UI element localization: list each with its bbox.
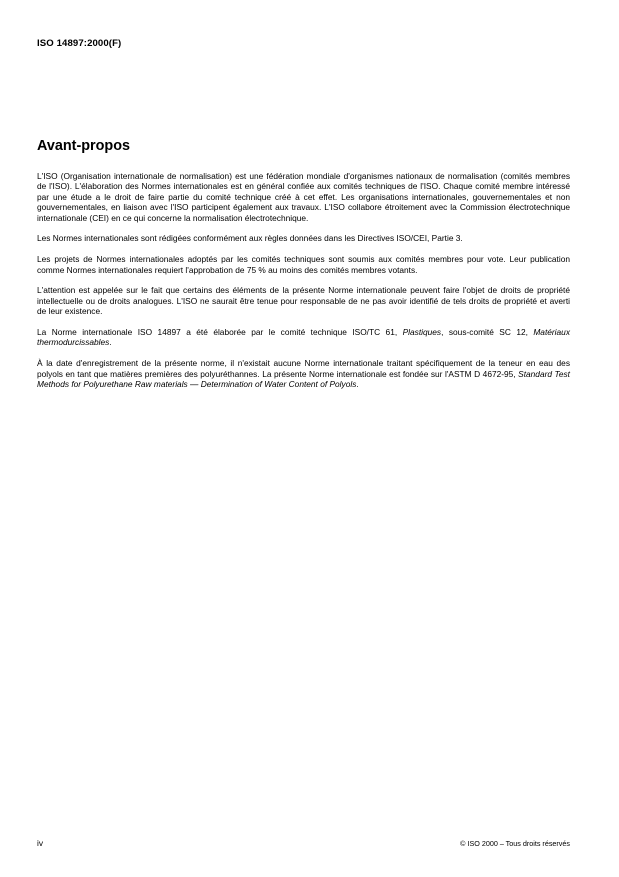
paragraph-3: Les projets de Normes internationales adoptés par les comités techniques sont soumis aux comités membres pour vote. Leur publication comme Normes internationales requiert l'approbation de 75 % au moins des comités membres votants. <box>37 254 570 275</box>
paragraph-5-text-a: La Norme internationale ISO 14897 a été élaborée par le comité technique ISO/TC 61, <box>37 327 403 338</box>
paragraph-1: L'ISO (Organisation internationale de normalisation) est une fédération mondiale d'organismes nationaux de normalisation (comités membres de l'ISO). L'élaboration des Normes internationales est en général confiée aux comités techniques de l'ISO. Chaque comité membre intéressé par une étude a le droit de faire partie du comité technique créé à cet effet. Les organisations internationales, gouvernementales et non gouvernementales, en liaison avec l'ISO participent également aux travaux. L'ISO collabore étroitement avec la Commission électrotechnique internationale (CEI) en ce qui concerne la normalisation électrotechnique. <box>37 171 570 223</box>
section-title: Avant-propos <box>37 138 131 154</box>
paragraph-5 <box>37 327 570 348</box>
paragraph-5-italic-plastiques: Plastiques <box>402 327 442 338</box>
paragraph-5-italic-materiaux: Matériaux thermodurcissables <box>37 327 570 348</box>
paragraph-6-text-a: À la date d'enregistrement de la présente norme, il n'existait aucune Norme internationale traitant spécifiquement de la teneur en eau des polyols en tant que matières premières des polyuréthannes. La présente Norme internationale est fondée sur l'ASTM D 4672-95, <box>37 358 570 379</box>
foreword-body <box>37 171 570 389</box>
page-number: iv <box>37 838 44 848</box>
paragraph-4: L'attention est appelée sur le fait que certains des éléments de la présente Norme internationale peuvent faire l'objet de droits de propriété intellectuelle ou de droits analogues. L'ISO ne saurait être tenue pour responsable de ne pas avoir identifié de tels droits de propriété et averti de leur existence. <box>37 285 570 317</box>
paragraph-2: Les Normes internationales sont rédigées conformément aux règles données dans les Directives ISO/CEI, Partie 3. <box>37 233 463 244</box>
paragraph-6-italic-astm-title: Standard Test Methods for Polyurethane Raw materials — Determination of Water Content of Polyols <box>37 368 570 390</box>
paragraph-5-text-c: . <box>109 337 112 348</box>
document-code: ISO 14897:2000(F) <box>37 38 122 49</box>
copyright-notice: © ISO 2000 – Tous droits réservés <box>460 839 570 848</box>
paragraph-5-text-b: , sous-comité SC 12, <box>441 327 534 338</box>
paragraph-6 <box>37 358 570 389</box>
paragraph-6-text-b: . <box>356 379 359 390</box>
